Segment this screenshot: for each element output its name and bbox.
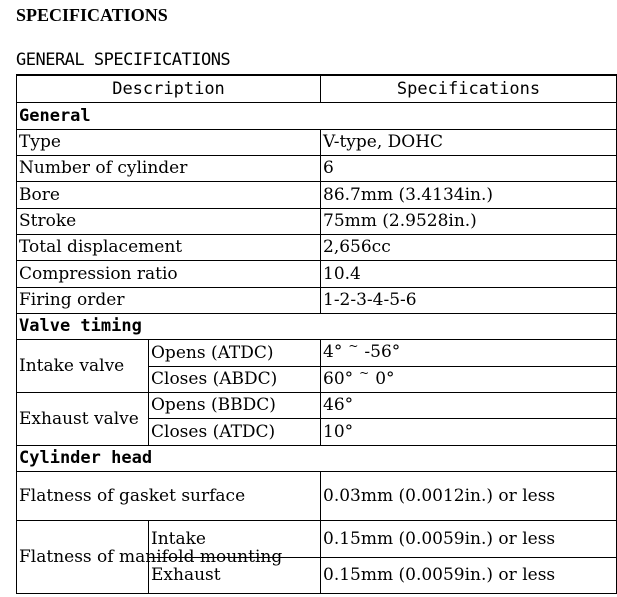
row-label-intake-valve: Intake valve <box>17 339 149 392</box>
section-title: GENERAL SPECIFICATIONS <box>16 50 231 70</box>
row-value-bore: 86.7mm (3.4134in.) <box>321 181 617 208</box>
general-specifications-table <box>16 74 617 594</box>
table-row <box>17 520 617 557</box>
row-sublabel-manifold-exhaust: Exhaust <box>149 557 321 593</box>
row-label-exhaust-valve: Exhaust valve <box>17 392 149 445</box>
intake-opens-from: 4° <box>323 342 343 362</box>
header-specifications: Specifications <box>321 75 617 102</box>
row-value-gasket-flatness: 0.03mm (0.0012in.) or less <box>321 471 617 520</box>
row-label-bore: Bore <box>17 181 321 208</box>
table-row <box>17 181 617 208</box>
row-value-manifold-intake: 0.15mm (0.0059in.) or less <box>321 520 617 557</box>
row-value-intake-opens <box>321 339 617 366</box>
row-sublabel-manifold-intake: Intake <box>149 520 321 557</box>
group-row-general <box>17 102 617 129</box>
row-label-displacement: Total displacement <box>17 234 321 260</box>
table-row <box>17 339 617 366</box>
table-row <box>17 392 617 418</box>
intake-opens-to: -56° <box>364 342 401 362</box>
row-label-manifold-flatness: Flatness of manifold mounting <box>17 520 149 593</box>
table-row <box>17 208 617 234</box>
row-value-manifold-exhaust: 0.15mm (0.0059in.) or less <box>321 557 617 593</box>
group-label-general: General <box>17 102 617 129</box>
row-sublabel-exhaust-closes: Closes (ATDC) <box>149 418 321 445</box>
row-label-compression: Compression ratio <box>17 260 321 287</box>
header-description: Description <box>17 75 321 102</box>
row-sublabel-exhaust-opens: Opens (BBDC) <box>149 392 321 418</box>
header-row <box>17 75 617 102</box>
table-row <box>17 287 617 313</box>
row-value-intake-closes <box>321 366 617 392</box>
row-label-stroke: Stroke <box>17 208 321 234</box>
row-value-exhaust-closes: 10° <box>321 418 617 445</box>
row-label-firing-order: Firing order <box>17 287 321 313</box>
group-label-valve-timing: Valve timing <box>17 313 617 339</box>
row-label-type: Type <box>17 129 321 155</box>
group-row-cylinder-head <box>17 445 617 471</box>
row-value-exhaust-opens: 46° <box>321 392 617 418</box>
row-value-stroke: 75mm (2.9528in.) <box>321 208 617 234</box>
intake-closes-from: 60° <box>323 368 354 389</box>
range-tilde: ~ <box>359 365 370 380</box>
row-value-compression: 10.4 <box>321 260 617 287</box>
table-row <box>17 129 617 155</box>
row-sublabel-intake-closes: Closes (ABDC) <box>149 366 321 392</box>
row-value-displacement: 2,656cc <box>321 234 617 260</box>
page-title: SPECIFICATIONS <box>16 5 168 25</box>
table-row <box>17 155 617 181</box>
table-row <box>17 471 617 520</box>
intake-closes-to: 0° <box>375 368 395 389</box>
row-value-firing-order: 1-2-3-4-5-6 <box>321 287 617 313</box>
table-row <box>17 260 617 287</box>
range-tilde: ~ <box>348 339 359 353</box>
table-row <box>17 234 617 260</box>
row-label-gasket-flatness: Flatness of gasket surface <box>17 471 321 520</box>
row-label-cylinders: Number of cylinder <box>17 155 321 181</box>
group-label-cylinder-head: Cylinder head <box>17 445 617 471</box>
group-row-valve-timing <box>17 313 617 339</box>
row-value-cylinders: 6 <box>321 155 617 181</box>
row-value-type: V-type, DOHC <box>321 129 617 155</box>
row-sublabel-intake-opens: Opens (ATDC) <box>149 339 321 366</box>
